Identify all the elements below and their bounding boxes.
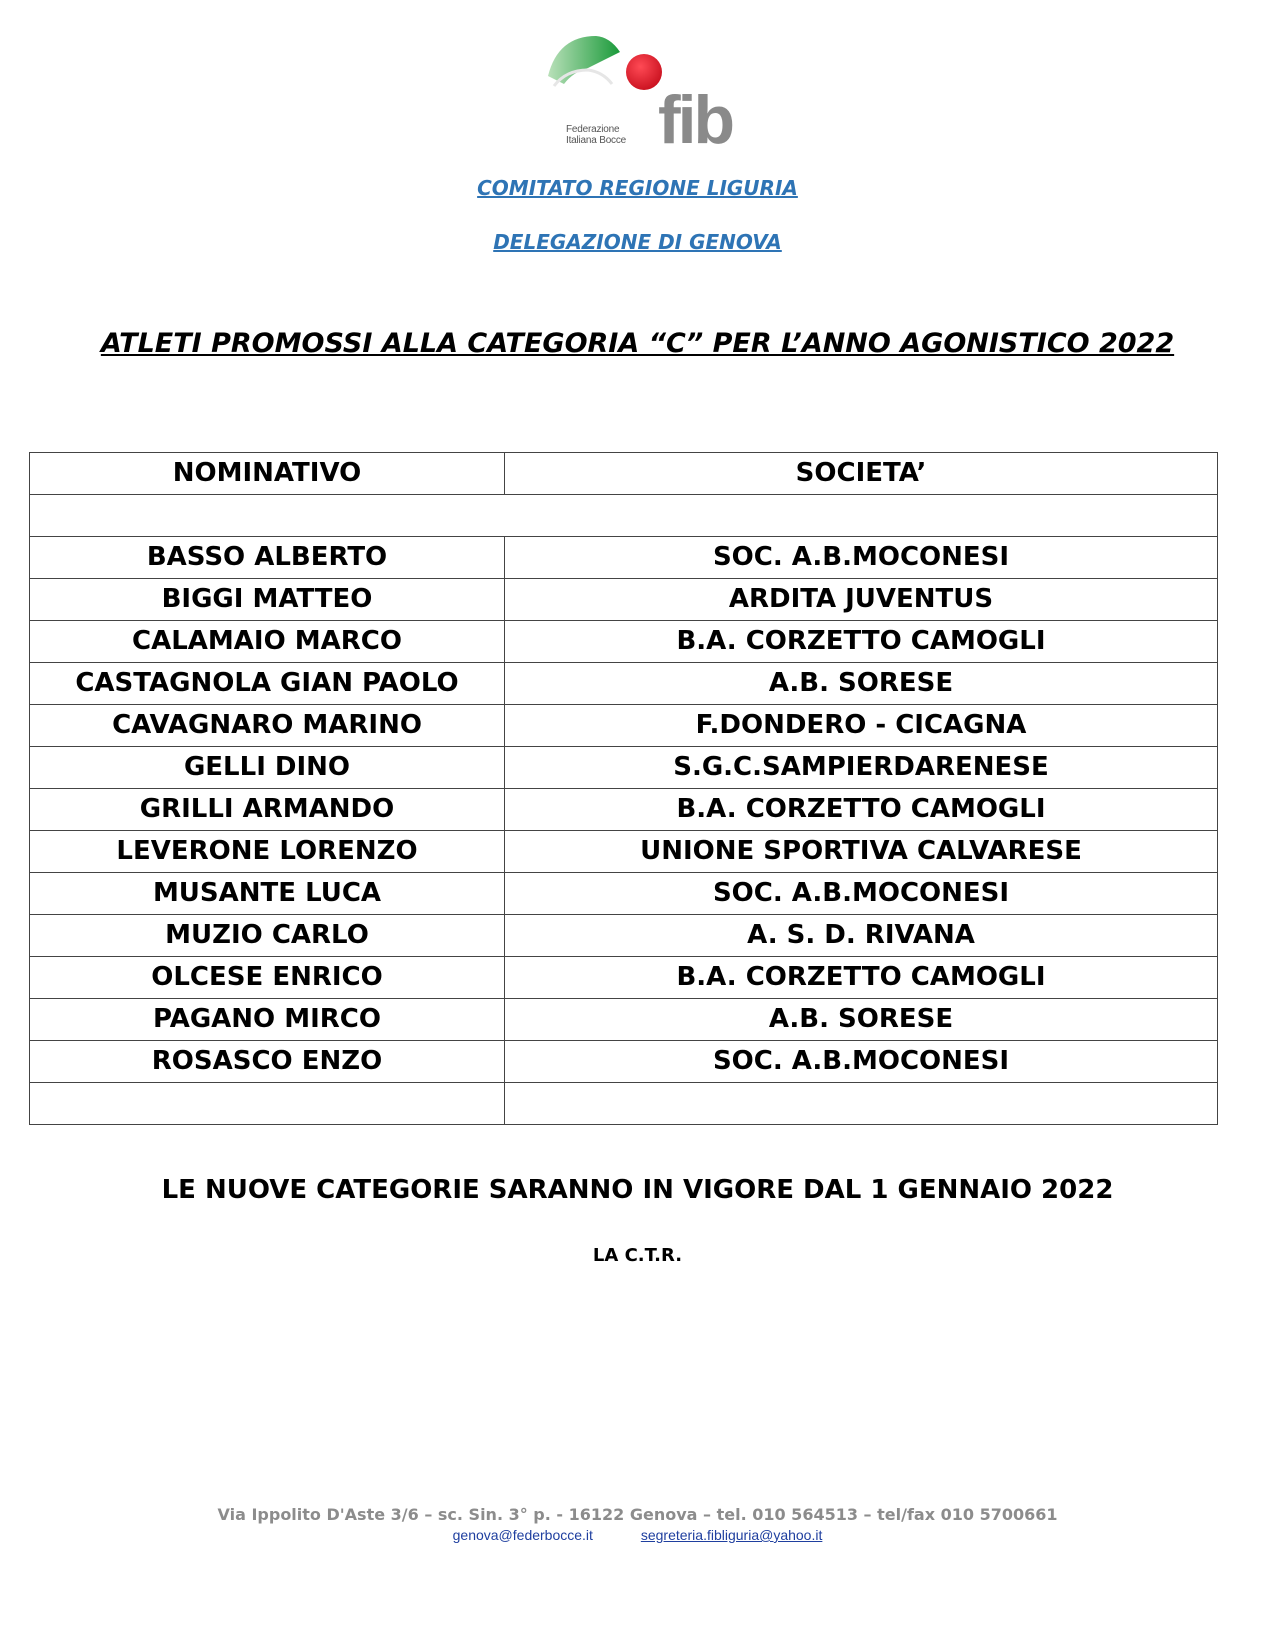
logo-org-name <box>566 124 626 146</box>
header-delegation[interactable]: DELEGAZIONE DI GENOVA <box>493 230 782 254</box>
header-committee[interactable]: COMITATO REGIONE LIGURIA <box>477 176 798 200</box>
table-row <box>30 831 1218 873</box>
table-header-row <box>30 453 1218 495</box>
table-row <box>30 663 1218 705</box>
club-name-cell: SOC. A.B.MOCONESI <box>505 1041 1218 1083</box>
fib-logo <box>548 28 748 158</box>
club-name-cell: UNIONE SPORTIVA CALVARESE <box>505 831 1218 873</box>
athlete-name-cell: MUZIO CARLO <box>30 915 505 957</box>
athletes-table <box>29 452 1218 1125</box>
logo-org-line2: Italiana Bocce <box>566 135 627 146</box>
athlete-name-cell: LEVERONE LORENZO <box>30 831 505 873</box>
athlete-name-cell: MUSANTE LUCA <box>30 873 505 915</box>
athlete-name-cell: GRILLI ARMANDO <box>30 789 505 831</box>
header-societa: SOCIETA’ <box>505 453 1218 495</box>
club-name-cell: A.B. SORESE <box>505 663 1218 705</box>
logo-org-line1: Federazione <box>566 124 620 135</box>
club-name-cell: SOC. A.B.MOCONESI <box>505 537 1218 579</box>
table-empty-row <box>30 1083 1218 1125</box>
athlete-name-cell: CASTAGNOLA GIAN PAOLO <box>30 663 505 705</box>
club-name-cell: B.A. CORZETTO CAMOGLI <box>505 789 1218 831</box>
table-row <box>30 1041 1218 1083</box>
athlete-name-cell: CALAMAIO MARCO <box>30 621 505 663</box>
signature: LA C.T.R. <box>592 1245 683 1266</box>
table-row <box>30 915 1218 957</box>
athlete-name-cell: OLCESE ENRICO <box>30 957 505 999</box>
club-name-cell: A.B. SORESE <box>505 999 1218 1041</box>
email-genova-link[interactable]: genova@federbocce.it <box>452 1527 593 1543</box>
athlete-name-cell: GELLI DINO <box>30 747 505 789</box>
table-row <box>30 873 1218 915</box>
club-name-cell: ARDITA JUVENTUS <box>505 579 1218 621</box>
club-name-cell: B.A. CORZETTO CAMOGLI <box>505 621 1218 663</box>
header-nominativo: NOMINATIVO <box>30 453 505 495</box>
table-row <box>30 537 1218 579</box>
logo-fib-text: fib <box>658 82 733 158</box>
table-row <box>30 579 1218 621</box>
table-row <box>30 621 1218 663</box>
email-segreteria-link[interactable]: segreteria.fibliguria@yahoo.it <box>640 1527 823 1543</box>
athlete-name-cell: BASSO ALBERTO <box>30 537 505 579</box>
athlete-name-cell: BIGGI MATTEO <box>30 579 505 621</box>
table-row <box>30 705 1218 747</box>
club-name-cell: A. S. D. RIVANA <box>505 915 1218 957</box>
footer-address: Via Ippolito D'Aste 3/6 – sc. Sin. 3° p. - 16122 Genova – tel. 010 564513 – tel/fax 010 5700661 <box>217 1505 1058 1524</box>
table-row <box>30 789 1218 831</box>
spacer-cell <box>30 495 1218 537</box>
table-row <box>30 957 1218 999</box>
athlete-name-cell: ROSASCO ENZO <box>30 1041 505 1083</box>
document-title: ATLETI PROMOSSI ALLA CATEGORIA “C” PER L’ANNO AGONISTICO 2022 <box>100 328 1175 359</box>
table-body <box>30 495 1218 1125</box>
club-name-cell: F.DONDERO - CICAGNA <box>505 705 1218 747</box>
footer-links <box>0 1527 1275 1543</box>
notice-text: LE NUOVE CATEGORIE SARANNO IN VIGORE DAL 1 GENNAIO 2022 <box>161 1175 1114 1205</box>
club-name-cell: S.G.C.SAMPIERDARENESE <box>505 747 1218 789</box>
empty-cell <box>30 1083 505 1125</box>
athlete-name-cell: PAGANO MIRCO <box>30 999 505 1041</box>
empty-cell <box>505 1083 1218 1125</box>
table-spacer-row <box>30 495 1218 537</box>
club-name-cell: B.A. CORZETTO CAMOGLI <box>505 957 1218 999</box>
club-name-cell: SOC. A.B.MOCONESI <box>505 873 1218 915</box>
athlete-name-cell: CAVAGNARO MARINO <box>30 705 505 747</box>
table-row <box>30 999 1218 1041</box>
table-row <box>30 747 1218 789</box>
